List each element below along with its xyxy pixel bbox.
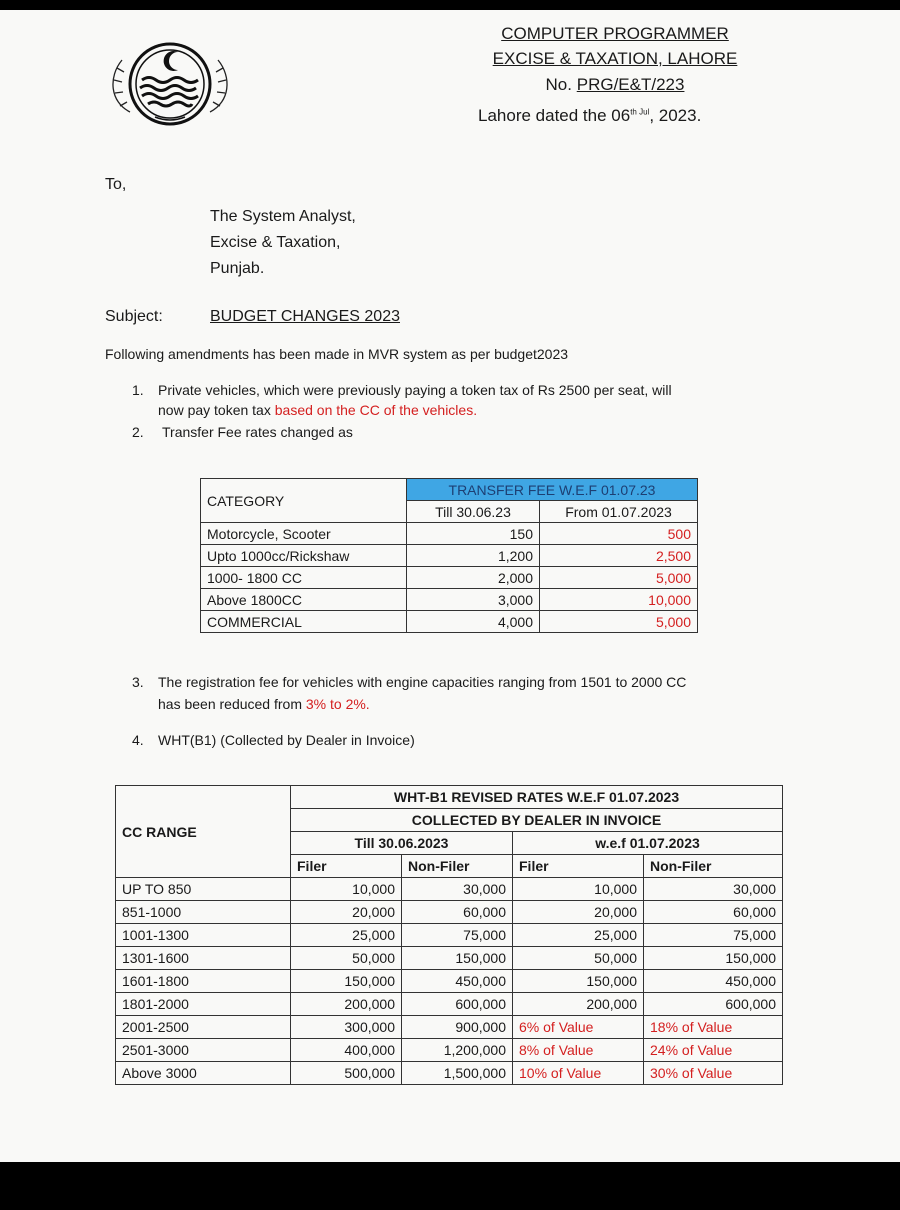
table-row [201, 589, 698, 611]
cc-range-cell: UP TO 850 [116, 878, 291, 901]
bottom-black-bar [0, 1162, 900, 1210]
cc-range-cell: 2001-2500 [116, 1016, 291, 1039]
point-1-highlight: based on the CC of the vehicles. [274, 402, 478, 418]
col-from: From 01.07.2023 [540, 501, 698, 523]
table-row [201, 545, 698, 567]
old-nonfiler-cell: 900,000 [402, 1016, 513, 1039]
wht-subtitle: COLLECTED BY DEALER IN INVOICE [291, 809, 783, 832]
transfer-fee-table [200, 478, 698, 633]
document-page [0, 10, 900, 1162]
point-2-text: Transfer Fee rates changed as [162, 424, 353, 440]
old-filer-cell: 500,000 [291, 1062, 402, 1085]
letter-number [470, 75, 760, 95]
date-prefix: Lahore dated the 06 [478, 106, 631, 125]
old-filer-cell: 25,000 [291, 924, 402, 947]
old-filer-cell: 150,000 [291, 970, 402, 993]
cc-range-header: CC RANGE [116, 786, 291, 878]
old-filer-cell: 10,000 [291, 878, 402, 901]
old-filer-cell: 20,000 [291, 901, 402, 924]
new-fee-cell: 10,000 [540, 589, 698, 611]
old-nonfiler-cell: 60,000 [402, 901, 513, 924]
period-old-header: Till 30.06.2023 [291, 832, 513, 855]
new-nonfiler-cell: 30% of Value [644, 1062, 783, 1085]
new-fee-cell: 2,500 [540, 545, 698, 567]
point-3-number: 3. [132, 674, 144, 690]
new-filer-cell: 8% of Value [513, 1039, 644, 1062]
new-filer-cell: 6% of Value [513, 1016, 644, 1039]
point-4-number: 4. [132, 732, 144, 748]
old-fee-cell: 150 [407, 523, 540, 545]
old-filer-cell: 300,000 [291, 1016, 402, 1039]
point-1-text-line1: Private vehicles, which were previously paying a token tax of Rs 2500 per seat, will [158, 382, 672, 398]
intro-text: Following amendments has been made in MVR system as per budget2023 [105, 346, 569, 362]
to-label: To, [105, 176, 127, 193]
office-title: COMPUTER PROGRAMMER [501, 24, 729, 43]
point-3-text-line2 [158, 696, 370, 712]
category-cell: 1000- 1800 CC [201, 567, 407, 589]
new-fee-cell: 5,000 [540, 611, 698, 633]
point-3-highlight: 3% to 2%. [305, 696, 370, 712]
wht-title: WHT-B1 REVISED RATES W.E.F 01.07.2023 [291, 786, 783, 809]
new-nonfiler-cell: 600,000 [644, 993, 783, 1016]
category-header: CATEGORY [201, 479, 407, 523]
table-row [201, 567, 698, 589]
old-nonfiler-header: Non-Filer [402, 855, 513, 878]
new-nonfiler-cell: 150,000 [644, 947, 783, 970]
wht-b1-table [115, 785, 783, 1085]
period-new-header: w.e.f 01.07.2023 [513, 832, 783, 855]
new-filer-cell: 150,000 [513, 970, 644, 993]
letter-date [478, 106, 778, 126]
point-3-text-line1: The registration fee for vehicles with engine capacities ranging from 1501 to 2000 CC [158, 674, 687, 690]
office-subtitle: EXCISE & TAXATION, LAHORE [492, 49, 738, 68]
table-row [116, 1039, 783, 1062]
recipient-line-3: Punjab. [210, 260, 265, 277]
old-nonfiler-cell: 600,000 [402, 993, 513, 1016]
cc-range-cell: 1001-1300 [116, 924, 291, 947]
new-nonfiler-cell: 450,000 [644, 970, 783, 993]
old-fee-cell: 1,200 [407, 545, 540, 567]
punjab-government-seal [100, 32, 240, 132]
cc-range-cell: 2501-3000 [116, 1039, 291, 1062]
new-nonfiler-cell: 18% of Value [644, 1016, 783, 1039]
new-filer-cell: 10% of Value [513, 1062, 644, 1085]
date-superscript: th Jul [630, 107, 650, 117]
date-suffix: , 2023. [649, 106, 702, 125]
cc-range-cell: 1301-1600 [116, 947, 291, 970]
category-cell: Above 1800CC [201, 589, 407, 611]
subject-label: Subject: [105, 308, 163, 325]
col-till: Till 30.06.23 [407, 501, 540, 523]
old-nonfiler-cell: 1,200,000 [402, 1039, 513, 1062]
old-nonfiler-cell: 150,000 [402, 947, 513, 970]
old-filer-cell: 50,000 [291, 947, 402, 970]
old-nonfiler-cell: 450,000 [402, 970, 513, 993]
table-row [116, 993, 783, 1016]
old-filer-cell: 200,000 [291, 993, 402, 1016]
new-nonfiler-cell: 30,000 [644, 878, 783, 901]
old-fee-cell: 3,000 [407, 589, 540, 611]
category-cell: Upto 1000cc/Rickshaw [201, 545, 407, 567]
old-fee-cell: 4,000 [407, 611, 540, 633]
table-row [116, 901, 783, 924]
cc-range-cell: 1801-2000 [116, 993, 291, 1016]
old-nonfiler-cell: 30,000 [402, 878, 513, 901]
point-1-text-line2 [158, 402, 477, 418]
new-filer-cell: 20,000 [513, 901, 644, 924]
recipient-line-2: Excise & Taxation, [210, 234, 341, 251]
new-filer-cell: 200,000 [513, 993, 644, 1016]
table-row [116, 1016, 783, 1039]
old-filer-header: Filer [291, 855, 402, 878]
table-row [201, 523, 698, 545]
category-cell: COMMERCIAL [201, 611, 407, 633]
old-nonfiler-cell: 1,500,000 [402, 1062, 513, 1085]
old-fee-cell: 2,000 [407, 567, 540, 589]
letter-number-prefix: No. [545, 75, 572, 94]
table-row [116, 878, 783, 901]
cc-range-cell: 851-1000 [116, 901, 291, 924]
category-cell: Motorcycle, Scooter [201, 523, 407, 545]
new-filer-cell: 10,000 [513, 878, 644, 901]
point-1-number: 1. [132, 382, 144, 398]
new-filer-header: Filer [513, 855, 644, 878]
old-nonfiler-cell: 75,000 [402, 924, 513, 947]
new-nonfiler-cell: 60,000 [644, 901, 783, 924]
cc-range-cell: 1601-1800 [116, 970, 291, 993]
table-row [116, 924, 783, 947]
table-row [116, 947, 783, 970]
new-fee-cell: 500 [540, 523, 698, 545]
point-1-text: now pay token tax [158, 402, 271, 418]
new-fee-cell: 5,000 [540, 567, 698, 589]
table-row [116, 970, 783, 993]
point-3-text: has been reduced from [158, 696, 302, 712]
table-row [201, 611, 698, 633]
point-4-text: WHT(B1) (Collected by Dealer in Invoice) [158, 732, 415, 748]
old-filer-cell: 400,000 [291, 1039, 402, 1062]
new-nonfiler-header: Non-Filer [644, 855, 783, 878]
point-2-number: 2. [132, 424, 144, 440]
cc-range-cell: Above 3000 [116, 1062, 291, 1085]
transfer-fee-group-header: TRANSFER FEE W.E.F 01.07.23 [407, 479, 698, 501]
letter-number-value: PRG/E&T/223 [576, 75, 685, 94]
new-filer-cell: 50,000 [513, 947, 644, 970]
new-nonfiler-cell: 24% of Value [644, 1039, 783, 1062]
recipient-line-1: The System Analyst, [210, 208, 356, 225]
new-nonfiler-cell: 75,000 [644, 924, 783, 947]
new-filer-cell: 25,000 [513, 924, 644, 947]
table-row [116, 1062, 783, 1085]
subject-value: BUDGET CHANGES 2023 [210, 308, 400, 325]
